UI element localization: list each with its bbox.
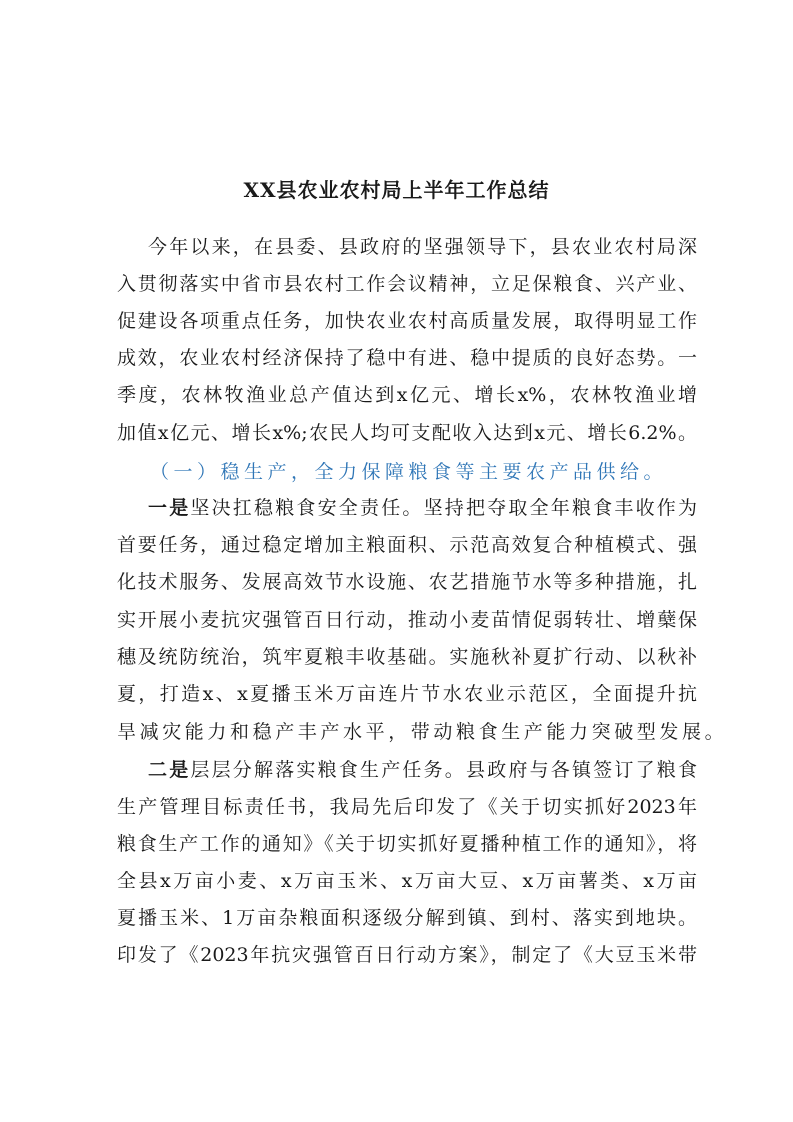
point-text: 层层分解落实粮食生产任务。县政府与各镇签订了粮食: [190, 759, 697, 781]
paragraph-line: 首要任务，通过稳定增加主粮面积、示范高效复合种植模式、强: [117, 534, 697, 556]
paragraph-line: 夏播玉米、1万亩杂粮面积逐级分解到镇、到村、落实到地块。: [117, 907, 697, 929]
point-lead: 二是: [148, 759, 191, 781]
paragraph-line: 生产管理目标责任书，我局先后印发了《关于切实抓好2023年: [117, 796, 697, 818]
paragraph-line: [148, 494, 697, 522]
paragraph-line: 成效，农业农村经济保持了稳中有进、稳中提质的良好态势。一: [117, 347, 697, 369]
paragraph-line: 粮食生产工作的通知》《关于切实抓好夏播种植工作的通知》，将: [117, 833, 697, 855]
paragraph-line: 印发了《2023年抗灾强管百日行动方案》，制定了《大豆玉米带: [117, 944, 697, 966]
point-lead: 一是: [148, 497, 191, 519]
paragraph-line: 加值x亿元、增长x%;农民人均可支配收入达到x元、增长6.2%。: [117, 422, 697, 444]
paragraph-line: 全县x万亩小麦、x万亩玉米、x万亩大豆、x万亩薯类、x万亩: [117, 870, 697, 892]
paragraph-line: 实开展小麦抗灾强管百日行动，推动小麦苗情促弱转壮、增蘖保: [117, 609, 697, 631]
paragraph-line: [148, 756, 697, 784]
paragraph-line: 入贯彻落实中省市县农村工作会议精神，立足保粮食、兴产业、: [117, 273, 697, 295]
point-text: 坚决扛稳粮食安全责任。坚持把夺取全年粮食丰收作为: [190, 497, 697, 519]
paragraph-line: 季度，农林牧渔业总产值达到x亿元、增长x%，农林牧渔业增: [117, 384, 697, 406]
paragraph-line: 促建设各项重点任务，加快农业农村高质量发展，取得明显工作: [117, 310, 697, 332]
section-heading: （一）稳生产，全力保障粮食等主要农产品供给。: [150, 461, 668, 483]
document-title: XX县农业农村局上半年工作总结: [243, 178, 550, 202]
paragraph-line: 今年以来，在县委、县政府的坚强领导下，县农业农村局深: [148, 236, 697, 258]
paragraph-line: 旱减灾能力和稳产丰产水平，带动粮食生产能力突破型发展。: [117, 721, 728, 743]
paragraph-line: 化技术服务、发展高效节水设施、农艺措施节水等多种措施，扎: [117, 571, 697, 593]
paragraph-line: 夏，打造x、x夏播玉米万亩连片节水农业示范区，全面提升抗: [117, 683, 697, 705]
paragraph-line: 穗及统防统治，筑牢夏粮丰收基础。实施秋补夏扩行动、以秋补: [117, 646, 697, 668]
